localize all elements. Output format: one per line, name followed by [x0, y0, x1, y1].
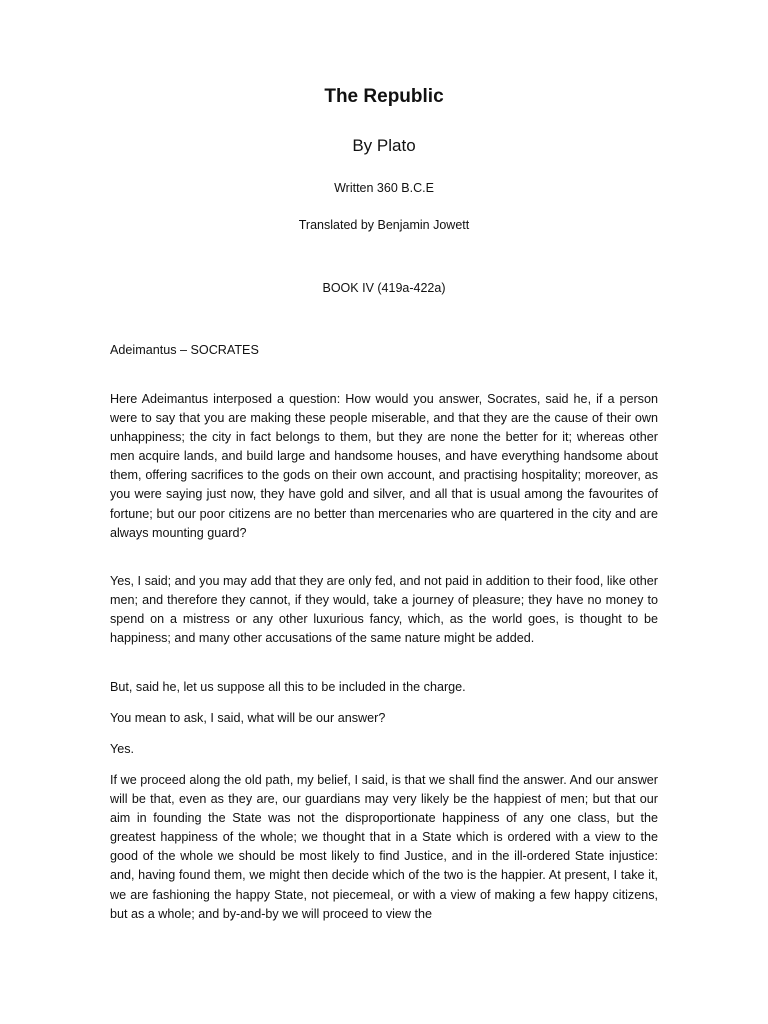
speakers-line: Adeimantus – SOCRATES	[110, 343, 259, 357]
translator-credit: Translated by Benjamin Jowett	[298, 218, 470, 232]
paragraph: You mean to ask, I said, what will be our answer?	[110, 711, 386, 725]
paragraph: But, said he, let us suppose all this to be included in the charge.	[110, 680, 466, 694]
written-date: Written 360 B.C.E	[334, 181, 434, 195]
paragraph: Yes, I said; and you may add that they are only fed, and not paid in addition to their food, like other men; and therefore they cannot, if they would, take a journey of pleasure; they have no money to spend on a mistress or any other luxurious fancy, which, as the world goes, is thought to be happiness; and many other accusations of the same nature might be added.	[110, 574, 658, 646]
paragraph: Here Adeimantus interposed a question: How would you answer, Socrates, said he, if a person were to say that you are making these people miserable, and that they are the cause of their own unhappiness; the city in fact belongs to them, but they are none the better for it; whereas other men acquire lands, and build large and handsome houses, and have everything handsome about them, offering sacrifices to the gods on their own account, and practising hospitality; moreover, as you were saying just now, they have gold and silver, and all that is usual among the favourites of fortune; but our poor citizens are no better than mercenaries who are quartered in the city and are always mounting guard?	[110, 392, 658, 540]
paragraph: Yes.	[110, 742, 135, 756]
section-heading: BOOK IV (419a-422a)	[322, 281, 446, 295]
paragraph: If we proceed along the old path, my belief, I said, is that we shall find the answer. And our answer will be that, even as they are, our guardians may very likely be the happiest of men; but that our aim in founding the State was not the disproportionate happiness of any one class, but the greatest happiness of the whole; we thought that in a State which is ordered with a view to the good of the whole we should be most likely to find Justice, and in the ill-ordered State injustice: and, having found them, we might then decide which of the two is the happier. At present, I take it, we are fashioning the happy State, not piecemeal, or with a view of making a few happy citizens, but as a whole; and by-and-by we will proceed to view the	[110, 773, 658, 921]
document-title: The Republic	[324, 86, 444, 107]
document-author: By Plato	[352, 136, 416, 155]
